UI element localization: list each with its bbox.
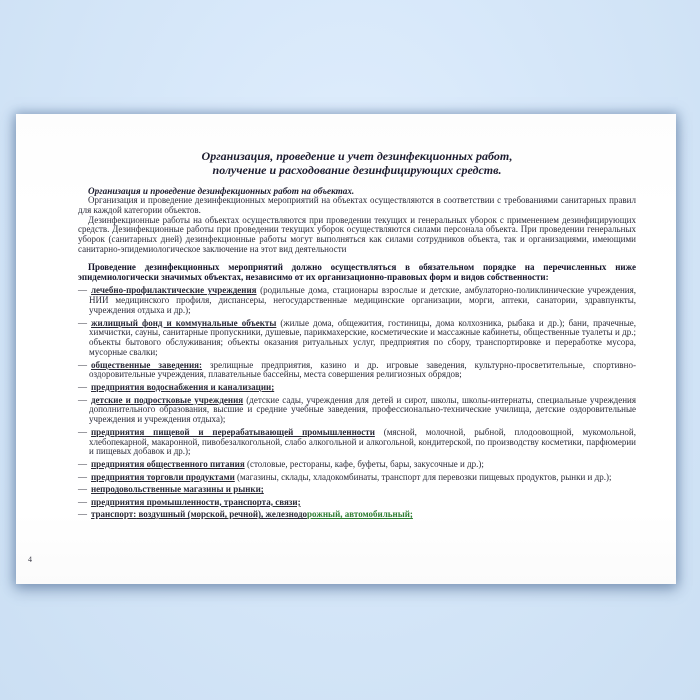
list-item-lead: жилищный фонд и коммунальные объекты (91, 317, 277, 328)
list-item-nonfood-shops (78, 485, 636, 495)
list-item-text: (детские сады, учреждения для детей и сирот, школы, школы-интернаты, специальные учреждения дополнительного образования, высшие и средние учебные заведения, профессионально-технические училища, детские оздоровительные учреждения и учреждения отдыха); (89, 394, 636, 425)
list-item-lead: общественные заведения: (91, 359, 203, 370)
list-item-medical (78, 286, 636, 315)
list-item-text: (столовые, рестораны, кафе, буфеты, бары, закусочные и др.); (244, 458, 484, 469)
paragraph-2: Дезинфекционные работы на объектах осуществляются при проведении текущих и генеральных уборок с применением дезинфицирующих средств. Дезинфекционные работы при проведении текущих уборок осуществляются силами персонала объекта. При проведении генеральных уборок (санитарных дней) дезинфекционные работы могут выполняться как силами сотрудников объекта, так и организациями, имеющими санитарно-эпидемиологическое заключение на этот вид деятельности (78, 214, 636, 254)
list-item-text: (жилые дома, общежития, гостиницы, дома колхозника, рыбака и др.); бани, прачечные, химчистки, сауны, санитарные пропускники, душевые, парикмахерские, косметические и массажные кабинеты, общественные туалеты и др.; объекты бытового обслуживания; объекты оказания ритуальных услуг, предприятия по сбору, транспортировке и переработке мусора, мусорные свалки; (89, 317, 636, 357)
list-item-transport (78, 510, 636, 520)
dash-marker: — (78, 458, 87, 469)
paragraph-1: Организация и проведение дезинфекционных мероприятий на объектах осуществляются в соответствии с требованиями санитарных правил для каждой категории объектов. (78, 195, 636, 215)
list-item-food-industry (78, 428, 636, 457)
list-item-lead: предприятия торговли продуктами (91, 471, 235, 482)
dash-marker: — (78, 285, 87, 296)
list-item-text: зрелищные предприятия, казино и др. игровые заведения, культурно-просветительные, спортивно-оздоровительные учреждения, плавательные бассейны, места совершения религиозных обрядов; (89, 359, 636, 380)
dash-marker: — (78, 394, 87, 405)
list-item-text: (родильные дома, стационары взрослые и детские, амбулаторно-поликлинические учреждения, НИИ медицинского профиля, диспансеры, негосударственные медицинские организации, морги, аптеки, санатории, здравпункты, учреждения отдыха и др.); (89, 285, 636, 315)
page-number: 4 (28, 555, 32, 564)
list-item-text: (мясной, молочной, рыбной, плодоовощной, мукомольной, хлебопекарной, макаронной, пивобезалкогольной, слабо алкогольной и алкогольной, кондитерской, по производству косметики, парфюмерии и пищевых добавок и др.); (89, 426, 636, 457)
list-item-text-black: воздушный (морской, речной), железнодо (136, 509, 308, 520)
dash-marker: — (78, 359, 87, 370)
dash-marker: — (78, 471, 87, 482)
list-item-lead: непродовольственные магазины и рынки; (91, 484, 264, 495)
section-heading: Организация и проведение дезинфекционных работ на объектах. (88, 186, 355, 196)
list-item-catering (78, 460, 636, 470)
list-item-text: (магазины, склады, хладокомбинаты, транспорт для перевозки пищевых продуктов, рынки и др.); (234, 471, 612, 482)
dash-marker: — (78, 509, 87, 520)
list-item-lead: предприятия промышленности, транспорта, связи; (91, 496, 301, 507)
list-item-water-supply (78, 383, 636, 393)
list-item-public-venues (78, 361, 636, 381)
list-item-lead: предприятия пищевой и перерабатывающей промышленности (91, 426, 375, 437)
title-line-1: Организация, проведение и учет дезинфекционных работ, (201, 149, 513, 163)
object-list (78, 286, 636, 520)
list-item-lead: транспорт: (91, 509, 137, 520)
dash-marker: — (78, 426, 87, 437)
list-item-text-green: рожный, автомобильный; (307, 509, 413, 520)
dash-marker: — (78, 484, 87, 495)
list-item-industry-transport-comms (78, 498, 636, 508)
list-item-housing (78, 319, 636, 358)
list-item-food-trade (78, 473, 636, 483)
document-title (78, 150, 636, 177)
title-line-2: получение и расходование дезинфицирующих средств. (212, 162, 502, 177)
document-page (16, 114, 676, 584)
list-item-lead: детские и подростковые учреждения (91, 394, 244, 405)
list-item-lead: предприятия общественного питания (91, 458, 245, 469)
dash-marker: — (78, 381, 87, 392)
page-content (78, 150, 636, 523)
list-item-lead: лечебно-профилактические учреждения (91, 285, 257, 296)
emphasis-paragraph: Проведение дезинфекционных мероприятий должно осуществляться в обязательном порядке на перечисленных ниже эпидемиологически значимых объектах, независимо от их организационно-правовых форм и видов собственности: (78, 261, 636, 282)
dash-marker: — (78, 317, 87, 328)
list-item-children-institutions (78, 396, 636, 425)
dash-marker: — (78, 496, 87, 507)
list-item-lead: предприятия водоснабжения и канализации; (91, 381, 275, 392)
